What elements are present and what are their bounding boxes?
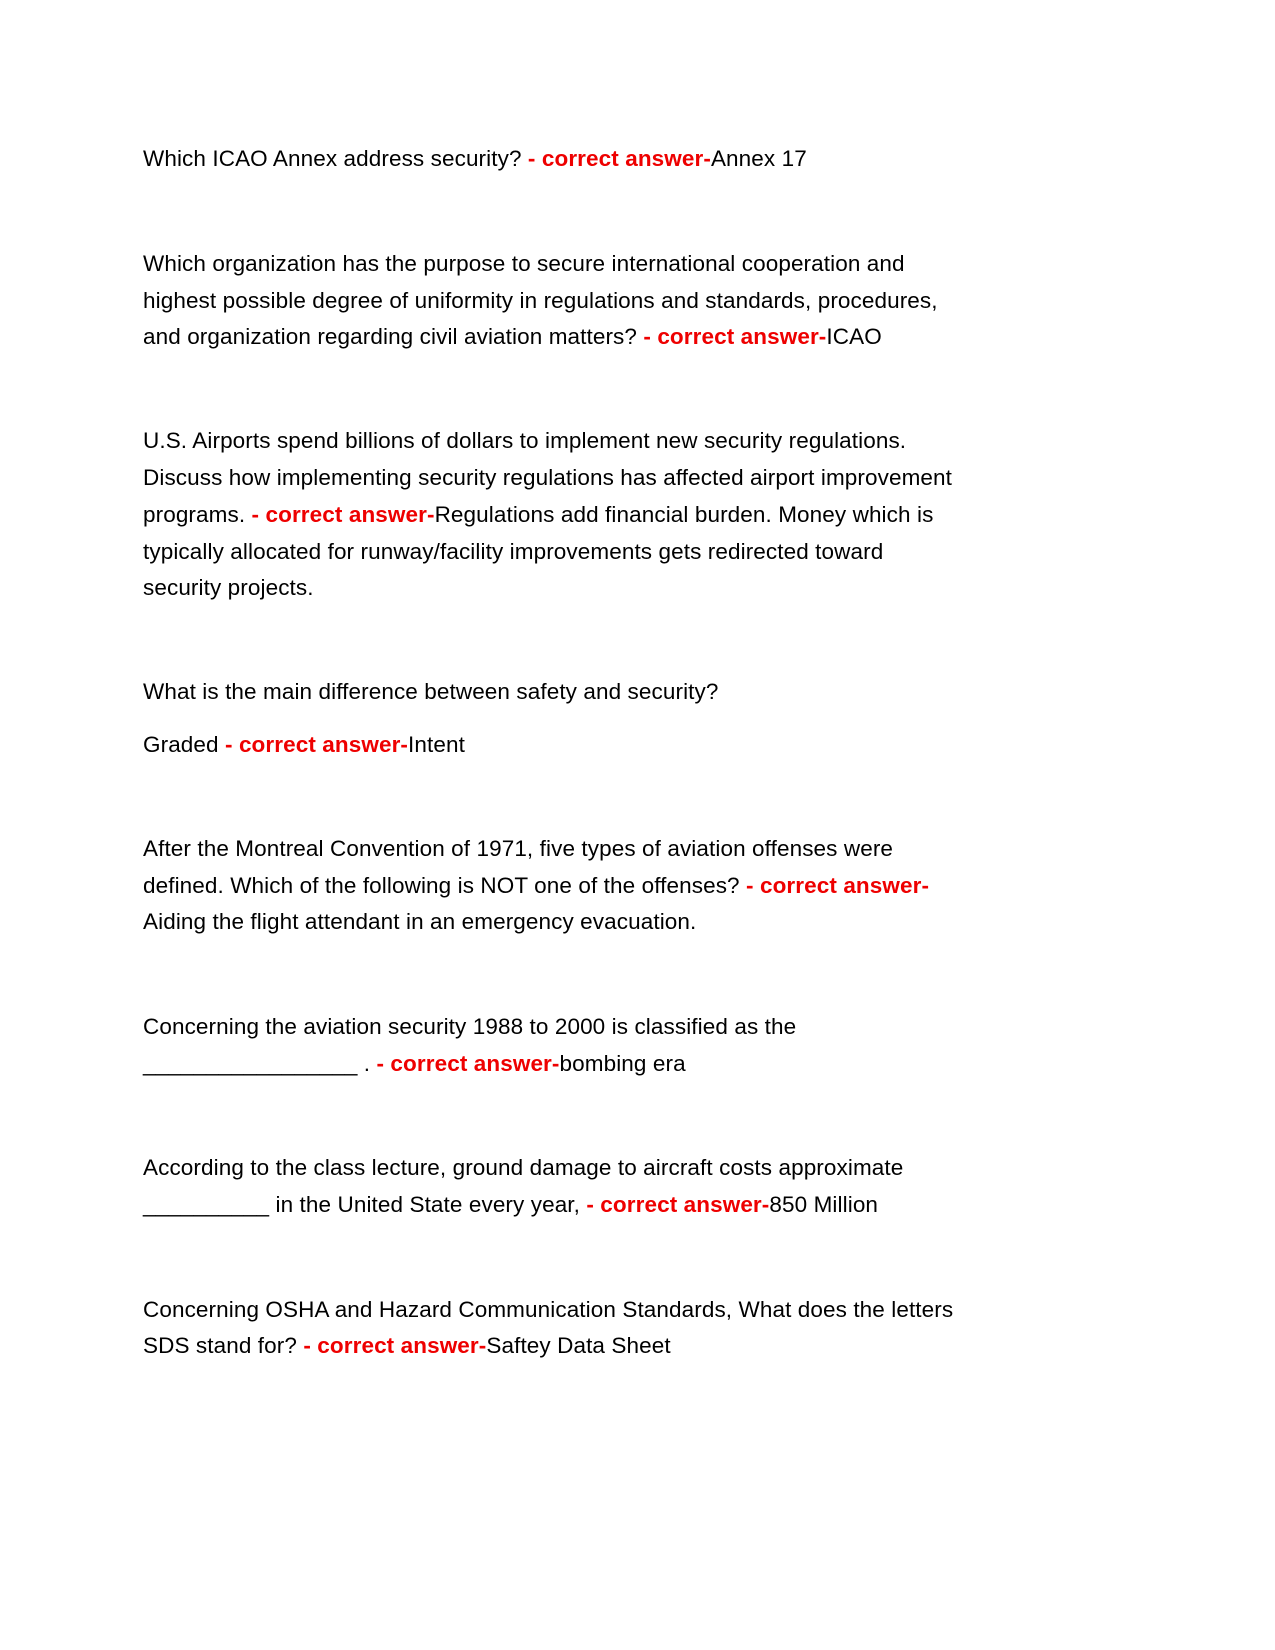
question-text: defined. Which of the following is NOT one of the offenses?	[143, 873, 747, 898]
text-line	[143, 501, 933, 529]
answer-label: - correct answer-	[527, 146, 711, 171]
text-line	[143, 908, 696, 936]
text-line	[143, 427, 906, 455]
question-text: _________________ .	[143, 1051, 377, 1076]
question-text: Discuss how implementing security regulations has affected airport improvement	[143, 465, 952, 490]
question-text: SDS stand for?	[143, 1333, 304, 1358]
question-text: __________ in the United State every year,	[143, 1192, 587, 1217]
question-text: After the Montreal Convention of 1971, five types of aviation offenses were	[143, 836, 894, 861]
text-line	[143, 250, 905, 278]
text-line	[143, 464, 952, 492]
question-text: Which organization has the purpose to secure international cooperation and	[143, 251, 905, 276]
question-text: Concerning OSHA and Hazard Communication Standards, What does the letters	[143, 1297, 954, 1322]
question-text: Concerning the aviation security 1988 to 2000 is classified as the	[143, 1014, 797, 1039]
question-text: programs.	[143, 502, 252, 527]
text-line	[143, 1050, 686, 1078]
answer-text: 850 Million	[769, 1192, 879, 1217]
answer-label: - correct answer-	[225, 732, 409, 757]
answer-label: - correct answer-	[251, 502, 435, 527]
text-line	[143, 1332, 671, 1360]
text-line	[143, 323, 882, 351]
text-line	[143, 872, 929, 900]
question-text: security projects.	[143, 575, 314, 600]
answer-label: - correct answer-	[303, 1333, 487, 1358]
answer-label: - correct answer-	[586, 1192, 770, 1217]
question-text: Which ICAO Annex address security?	[143, 146, 528, 171]
question-text: U.S. Airports spend billions of dollars to implement new security regulations.	[143, 428, 907, 453]
text-line	[143, 731, 465, 759]
text-line	[143, 1296, 953, 1324]
text-line	[143, 538, 883, 566]
answer-text: Annex 17	[710, 146, 807, 171]
answer-text: Saftey Data Sheet	[486, 1333, 671, 1358]
answer-label: - correct answer-	[643, 324, 827, 349]
answer-label: - correct answer-	[746, 873, 930, 898]
answer-text: Regulations add financial burden. Money which is	[434, 502, 934, 527]
text-line	[143, 287, 938, 315]
question-text: Graded	[143, 732, 225, 757]
text-line	[143, 1013, 796, 1041]
answer-text: ICAO	[826, 324, 882, 349]
question-text: highest possible degree of uniformity in regulations and standards, procedures,	[143, 288, 938, 313]
text-line	[143, 835, 893, 863]
answer-text: Intent	[408, 732, 465, 757]
text-line	[143, 678, 719, 706]
text-line	[143, 574, 314, 602]
question-text: What is the main difference between safety and security?	[143, 679, 719, 704]
text-line	[143, 1154, 903, 1182]
answer-text: bombing era	[559, 1051, 686, 1076]
question-text: Aiding the flight attendant in an emergency evacuation.	[143, 909, 697, 934]
answer-label: - correct answer-	[376, 1051, 560, 1076]
question-text: typically allocated for runway/facility improvements gets redirected toward	[143, 539, 884, 564]
text-line	[143, 1191, 878, 1219]
question-text: According to the class lecture, ground damage to aircraft costs approximate	[143, 1155, 904, 1180]
question-text: and organization regarding civil aviation matters?	[143, 324, 644, 349]
text-line	[143, 145, 807, 173]
